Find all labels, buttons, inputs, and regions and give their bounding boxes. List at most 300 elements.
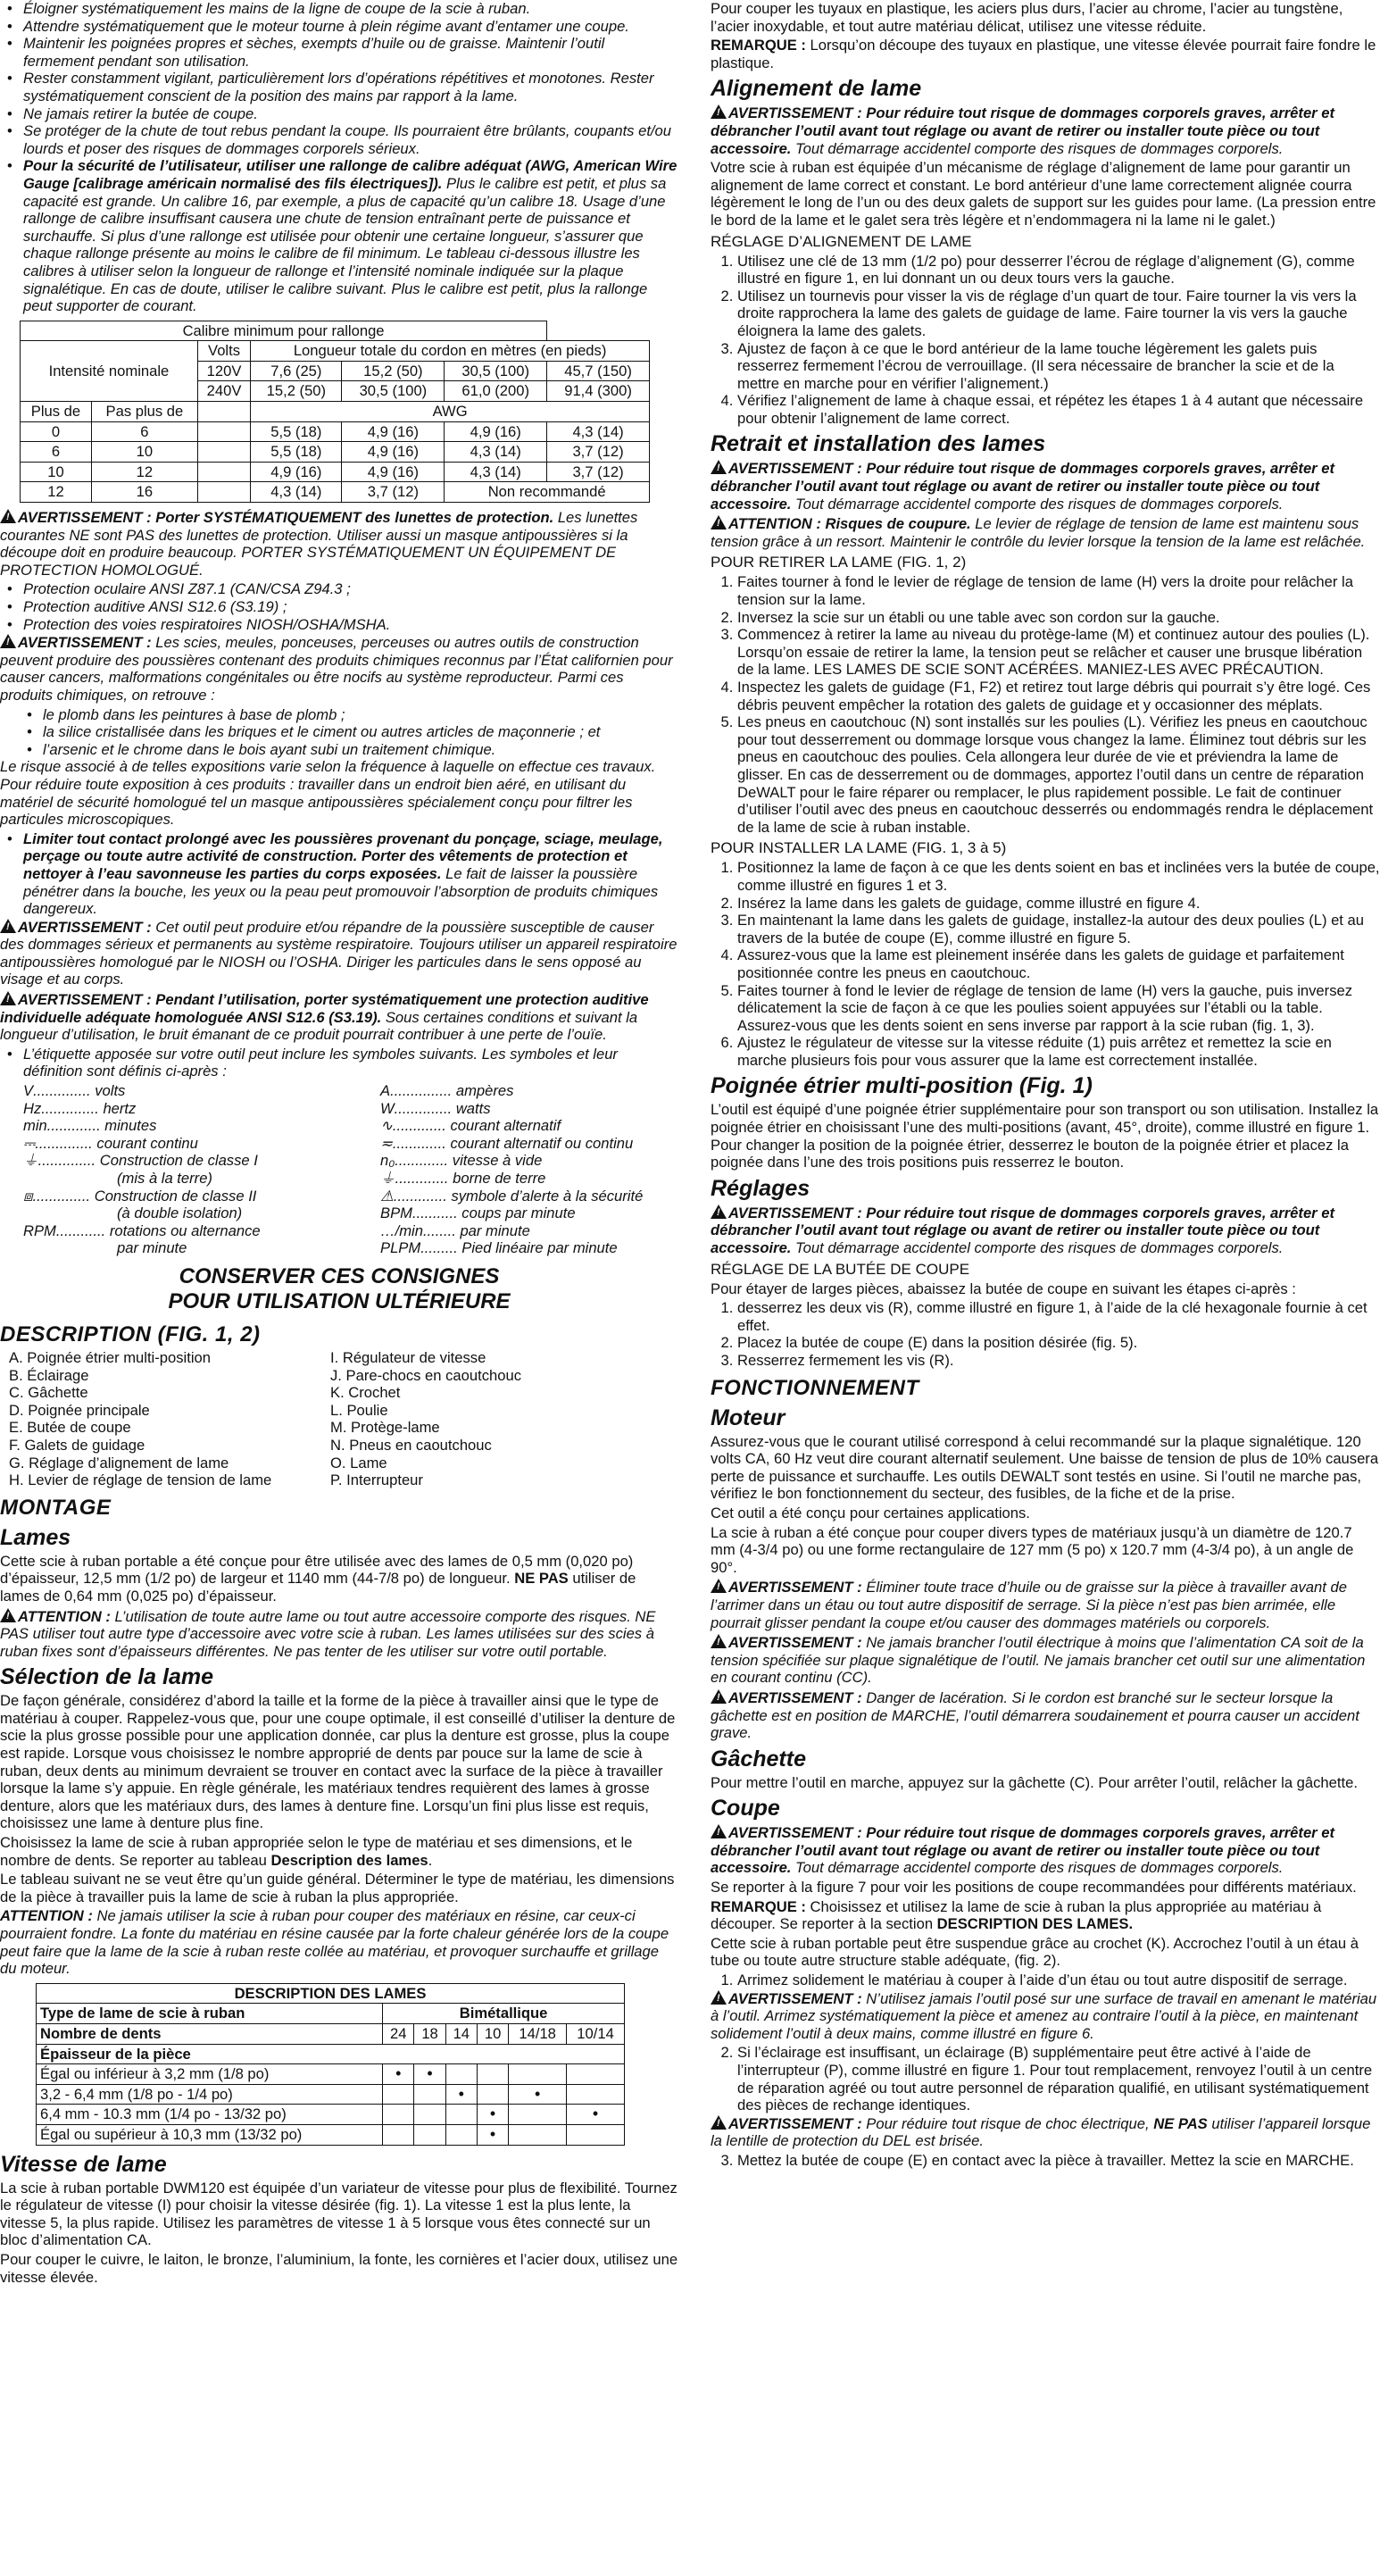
- symbol-row: ⧈ .............. Construction de classe II: [23, 1187, 257, 1205]
- list-item: • L’étiquette apposée sur votre outil peut inclure les symboles suivants. Les symboles et leur définition sont définis ci-après :: [23, 1046, 678, 1080]
- bullet-mark-icon: •: [477, 2105, 508, 2125]
- warning-coupe: [711, 1823, 1380, 1877]
- bullet-mark-icon: •: [445, 2084, 477, 2105]
- coupe-text: Se reporter à la figure 7 pour voir les positions de coupe recommandées pour différents matériaux.: [711, 1879, 1357, 1897]
- warning-reglages: [711, 1204, 1380, 1257]
- table-header: Pas plus de: [91, 402, 197, 422]
- table-cell: [445, 2124, 477, 2145]
- bullet-mark-icon: •: [414, 2064, 445, 2085]
- table-cell: 4,9 (16): [342, 421, 445, 442]
- table-cell: 0: [21, 421, 92, 442]
- ac-dc-current-icon: ≂: [380, 1134, 393, 1152]
- warning-label: AVERTISSEMENT :: [728, 2114, 862, 2132]
- list-item: K. Crochet: [330, 1384, 401, 1402]
- table-cell: [477, 2084, 508, 2105]
- list-item: [23, 830, 678, 918]
- coupe-steps-1: [711, 1972, 1380, 1989]
- attention-lames: [0, 1607, 678, 1661]
- table-cell: 3,7 (12): [547, 462, 650, 482]
- coupe-text-2: Cette scie à ruban portable peut être suspendue grâce au crochet (K). Accrochez l’outil à un étau à tube ou toute autre structure stable adéquate, (fig. 2).: [711, 1934, 1359, 1970]
- table-header: AWG: [251, 402, 650, 422]
- list-item: • Attendre systématiquement que le moteur tourne à plein régime avant d’entamer une coupe.: [23, 18, 678, 36]
- list-item: • Ne jamais retirer la butée de coupe.: [23, 105, 678, 123]
- table-row: [21, 482, 650, 503]
- remarque-body: Lorsqu’on découpe des tuyaux en plastique, une vitesse élevée pourrait faire fondre le plastique.: [711, 37, 1376, 71]
- poignee-text: L’outil est équipé d’une poignée étrier supplémentaire pour son transport ou son utilisation. Installez la poignée étrier en choisissant l’une des multi-positions (avant, 45°, droite), comme illustré en figure 1. Pour changer la position de la poignée étrier, desserrez le bouton de la poignée étrier et placez la poignée dans l’une des trois positions puis resserrez le bouton.: [711, 1101, 1379, 1171]
- table-header: 10: [477, 2023, 508, 2044]
- label-intro-list: [0, 1046, 678, 1080]
- table-header: Plus de: [21, 402, 92, 422]
- list-item: • Éloigner systématiquement les mains de la ligne de coupe de la scie à ruban.: [23, 0, 678, 18]
- list-item: P. Interrupteur: [330, 1471, 423, 1489]
- warning-text: Tout démarrage accidentel comporte des risques de dommages corporels.: [791, 1239, 1284, 1257]
- warning-triangle-icon: [0, 634, 16, 648]
- table-cell: 30,5 (100): [445, 361, 547, 381]
- coupe-steps-2: [711, 2044, 1380, 2113]
- symbol-value: rotations ou alternance: [109, 1221, 261, 1239]
- rallonge-text: Plus le calibre est petit, et plus sa capacité est grande. Un calibre 16, par exemple, a plus de capacité qu’un calibre 18. Usage d’une rallonge de calibre insuffisant causera une chute de tension entraînant perte de puissance et surchauffe. Si plus d’une rallonge est utilisée pour obtenir une certaine longueur, s’assurer que chaque rallonge présente au moins le calibre de fil minimum. Le tableau ci-dessous illustre les calibres à utiliser selon la longueur de rallonge et l’intensité nominale indiquée sur la plaque signalétique. En cas de doute, utiliser le calibre suivant. Plus le calibre est petit, plus la rallonge peut supporter de courant.: [23, 174, 667, 315]
- installer-subtitle: POUR INSTALLER LA LAME (FIG. 1, 3 à 5): [711, 839, 1007, 857]
- list-item: • Rester constamment vigilant, particulièrement lors d’opérations répétitives et monotones. Rester systématiquement conscient de la position des mains par rapport à la lame.: [23, 70, 678, 104]
- list-item: N. Pneus en caoutchouc: [330, 1436, 492, 1454]
- fonctionnement-title: FONCTIONNEMENT: [711, 1375, 919, 1400]
- warning-moteur-3: [711, 1688, 1380, 1742]
- attention-text: Ne jamais utiliser la scie à ruban pour couper des matériaux en résine, car ceux-ci pourraient fondre. La fonte du matériau en résine causée par la forte chaleur générée lors de la coupe peut faire que la lame de la scie à ruban reste collée au matériau, et provoquer surchauffe et grillage du moteur.: [0, 1907, 669, 1978]
- symbol-row: ⏚ .............. Construction de classe I: [23, 1152, 258, 1170]
- warning-text: Sous certaines conditions et suivant la longueur d’utilisation, le bruit émanant de ce produit pourrait contribuer à une perte de l’ouïe.: [0, 1008, 638, 1044]
- table-cell: Non recommandé: [445, 482, 650, 503]
- table-header: Volts: [197, 341, 250, 362]
- warning-text: Pour réduire tout risque de choc électrique,: [861, 2114, 1154, 2132]
- table-cell: [509, 2124, 567, 2145]
- table-cell: [414, 2084, 445, 2105]
- attention-text: L’utilisation de toute autre lame ou tout autre accessoire comporte des risques. NE PAS utiliser tout autre type d’accessoire avec votre scie à ruban. Les lames utilisées sur des scies à ruban fixes sont d’épaisseurs différentes. Ne pas tenter de les utiliser sur votre outil portable.: [0, 1607, 656, 1660]
- warning-text: Tout démarrage accidentel comporte des risques de dommages corporels.: [791, 139, 1284, 157]
- symbol-value: symbole d’alerte à la sécurité: [451, 1187, 644, 1205]
- reglages-title: Réglages: [711, 1175, 811, 1201]
- table-header: Type de lame de scie à ruban: [37, 2004, 383, 2024]
- lames-ne: NE PAS: [510, 1570, 569, 1588]
- warning-alignement: [711, 104, 1380, 157]
- gachette-title: Gâchette: [711, 1746, 806, 1772]
- symbol-key: PLPM: [380, 1239, 421, 1257]
- selection-text: De façon générale, considérez d’abord la taille et la forme de la pièce à travailler ainsi que le type de matériau à couper. Rappelez-vous que, pour une coupe optimale, il est conseillé d’utiliser la denture de scie la plus grosse possible pour une application donnée, car plus la denture est grosse, plus la coupe est rapide. Lorsque vous choisissez le nombre approprié de dents par pouce sur la lame de scie à ruban, deux dents au minimum devraient se trouver en contact avec la surface de la pièce à travailler lorsque la lame s’y appuie. En règle générale, les matériaux tendres requièrent des lames à grosse denture, alors que les matériaux durs, des lames à denture fine. Lorsqu’un fini plus lisse est requis, choisissez une lame à denture plus fine.: [0, 1692, 676, 1832]
- table-cell: 15,2 (50): [342, 361, 445, 381]
- table-cell: [197, 421, 250, 442]
- table-cell: 12: [91, 462, 197, 482]
- alignement-steps: [711, 253, 1380, 428]
- warning-label: AVERTISSEMENT :: [18, 634, 152, 652]
- selection-text-2c: .: [428, 1851, 433, 1869]
- list-item: D. Poignée principale: [9, 1401, 150, 1419]
- list-item: 3. En maintenant la lame dans les galets de guidage, installez-la autour des deux poulies (L) et au travers de la butée de coupe (E), comme illustré en figure 5.: [737, 912, 1380, 946]
- table-cell: 4,3 (14): [251, 482, 342, 503]
- warning-text: N’utilisez jamais l’outil posé sur une surface de travail en amenant le matériau à l’outil. Arrimez systématiquement la pièce et amenez au contraire l’outil à la pièce, en maintenant solidement l’outil à deux mains, comme illustré en figure 6.: [711, 1989, 1377, 2042]
- rallonge-bold: Pour la sécurité de l’utilisateur, utiliser une rallonge de calibre adéquat (AWG, American Wire Gauge [calibrage américain normalisé des fils électriques]).: [23, 157, 678, 192]
- warning-ne: NE PAS: [1153, 2114, 1208, 2132]
- table-cell: 12: [21, 482, 92, 503]
- description-title: DESCRIPTION (FIG. 1, 2): [0, 1321, 261, 1346]
- symbol-value: courant alternatif: [450, 1117, 561, 1135]
- vitesse-text: La scie à ruban portable DWM120 est équipée d’un variateur de vitesse pour plus de flexibilité. Tournez le régulateur de vitesse (I) pour choisir la vitesse désirée (fig. 1). La vitesse 1 est la plus lente, la vitesse 5, la plus rapide. Utilisez les paramètres de vitesse 1 à 5 lorsque vous êtes connecté sur un bloc d’alimentation CA.: [0, 2179, 678, 2249]
- symbol-row: ⏚ ............. borne de terre: [380, 1170, 546, 1187]
- limit-bold: Limiter tout contact prolongé avec les poussières provenant du ponçage, sciage, meulage, perçage ou toute autre activité de construction. Porter des vêtements de protection et nettoyer à l’eau savonneuse les parties du corps exposées.: [23, 829, 663, 882]
- table-cell: [383, 2084, 414, 2105]
- list-item: A. Poignée étrier multi-position: [9, 1348, 211, 1366]
- warning-triangle-icon: [711, 460, 727, 474]
- table-cell: [197, 462, 250, 482]
- warning-coupe-2: [711, 1989, 1380, 2043]
- list-item: • le plomb dans les peintures à base de plomb ;: [43, 706, 678, 724]
- warning-text: Danger de lacération. Si le cordon est branché sur le secteur lorsque la gâchette est en position de MARCHE, l’outil démarrera soudainement et pourra causer un accident grave.: [711, 1688, 1359, 1742]
- symbol-value: Construction de classe II: [94, 1187, 257, 1205]
- table-header: 24: [383, 2023, 414, 2044]
- warning-triangle-icon: [0, 509, 16, 523]
- gachette-text: Pour mettre l’outil en marche, appuyez sur la gâchette (C). Pour arrêter l’outil, relâcher la gâchette.: [711, 1773, 1358, 1791]
- table-cell: [509, 2064, 567, 2085]
- vitesse-text-2: Pour couper le cuivre, le laiton, le bronze, l’aluminium, la fonte, les cornières et l’acier doux, utilisez une vitesse élevée.: [0, 2250, 678, 2286]
- lames-text-b: utiliser de lames de 0,64 mm (0,025 po) d’épaisseur.: [0, 1570, 636, 1605]
- table-cell: 16: [91, 482, 197, 503]
- symbol-key: V: [23, 1082, 34, 1100]
- list-item: • Protection auditive ANSI S12.6 (S3.19) ;: [23, 598, 678, 616]
- class-one-icon: ⏚: [23, 1152, 38, 1170]
- table-cell: 6: [21, 442, 92, 463]
- table-row: [21, 442, 650, 463]
- list-item: 1. Positionnez la lame de façon à ce que les dents soient en bas et inclinées vers la butée de coupe, comme illustré en figures 1 et 3.: [737, 859, 1380, 894]
- list-item: 4. Vérifiez l’alignement de lame à chaque essai, et répétez les étapes 1 à 4 autant que nécessaire pour obtenir l’alignement de lame correct.: [737, 392, 1380, 427]
- warning-text: Les scies, meules, ponceuses, perceuses ou autres outils de construction peuvent produire des poussières contenant des produits chimiques reconnus par l’État californien pour causer cancers, malformations congénitales ou être nocifs au système reproducteur. Parmi ces produits chimiques, on retrouve :: [0, 634, 673, 704]
- limit-text: Le fait de laisser la poussière pénétrer dans la bouche, les yeux ou la peau peut promouvoir l’absorption de produits chimiques dangereux.: [23, 864, 659, 918]
- table-cell: [383, 2105, 414, 2125]
- symbol-value: coups par minute: [461, 1205, 576, 1222]
- cable-gauge-table: [20, 321, 650, 503]
- list-item: 1. Utilisez une clé de 13 mm (1/2 po) pour desserrer l’écrou de réglage d’alignement (G), comme illustré en figure 1, en lui donnant un ou deux tours vers la gauche.: [737, 253, 1380, 288]
- symbol-row: [23, 1205, 380, 1222]
- poignee-title: Poignée étrier multi-position (Fig. 1): [711, 1073, 1093, 1099]
- chemicals-list: [0, 706, 678, 759]
- table-row: [37, 2064, 625, 2085]
- table-row: [37, 2084, 625, 2105]
- list-item: 5. Faites tourner à fond le levier de réglage de tension de lame (H) vers la gauche, puis inversez délicatement la scie de façon à ce que les poulies soient appuyées sur l’établi ou la table. Assurez-vous que les dents soient en sens inverse par rapport à la scie ruban (fig. 1, 3).: [737, 982, 1380, 1035]
- lames-title: Lames: [0, 1524, 71, 1550]
- warning-triangle-icon: [711, 1689, 727, 1704]
- alignement-subtitle: RÉGLAGE D’ALIGNEMENT DE LAME: [711, 232, 972, 250]
- table-cell: 120V: [197, 361, 250, 381]
- list-item: • Protection des voies respiratoires NIOSH/OSHA/MSHA.: [23, 616, 678, 634]
- list-item: B. Éclairage: [9, 1366, 89, 1384]
- warning-triangle-icon: [711, 104, 727, 119]
- table-cell: [567, 2064, 625, 2085]
- vitesse-title: Vitesse de lame: [0, 2151, 167, 2177]
- table-cell: 4,3 (14): [445, 462, 547, 482]
- moteur-text: Assurez-vous que le courant utilisé correspond à celui recommandé sur la plaque signalétique. 120 volts CA, 60 Hz veut dire courant alternatif seulement. Une baisse de tension de plus de 10% causera perte de puissance et surchauffe. Les outils DEWALT sont testés en usine. Si l’outil ne marche pas, vérifiez le bon fonctionnement du secteur, des fusibles, de la fiche et de la prise.: [711, 1432, 1379, 1503]
- warning-triangle-icon: [0, 919, 16, 933]
- table-cell: 4,9 (16): [445, 421, 547, 442]
- table-cell: 15,2 (50): [251, 381, 342, 402]
- symbol-row: RPM ............ rotations ou alternance: [23, 1221, 261, 1239]
- symbol-row: BPM ........... coups par minute: [380, 1205, 576, 1222]
- list-item: 2. Si l’éclairage est insuffisant, un éclairage (B) supplémentaire peut être activé à l’aide de l’interrupteur (P), comme illustré en figure 1. Pour tout remplacement, renvoyez l’outil à un centre de réparation agréé ou tout autre personnel de réparation qualifié, en utilisant systématiquement des pièces de rechange identiques.: [737, 2044, 1380, 2113]
- list-item: • Maintenir les poignées propres et sèches, exempts d’huile ou de graisse. Maintenir l’outil fermement pendant son utilisation.: [23, 35, 678, 70]
- warning-triangle-icon: [0, 991, 16, 1005]
- table-cell: [414, 2105, 445, 2125]
- symbols-legend: [23, 1082, 678, 1257]
- symbol-value: vitesse à vide: [452, 1152, 543, 1170]
- warning-triangle-icon: [0, 1608, 16, 1622]
- warning-label: AVERTISSEMENT :: [728, 1579, 862, 1596]
- list-item: 3. Mettez la butée de coupe (E) en contact avec la pièce à travailler. Mettez la scie en MARCHE.: [737, 2152, 1380, 2170]
- warning-label: AVERTISSEMENT :: [18, 918, 152, 936]
- list-item: 1. Arrimez solidement le matériau à couper à l’aide d’un étau ou tout autre dispositif de serrage.: [737, 1972, 1380, 1989]
- warning-retrait: [711, 459, 1380, 513]
- warning-label: AVERTISSEMENT :: [728, 1989, 862, 2007]
- table-cell: 5,5 (18): [251, 442, 342, 463]
- symbol-key: …/min: [380, 1221, 423, 1239]
- right-column: [711, 0, 1380, 2170]
- list-item: 2. Insérez la lame dans les galets de guidage, comme illustré en figure 4.: [737, 895, 1380, 913]
- table-cell: 240V: [197, 381, 250, 402]
- warning-label: AVERTISSEMENT :: [728, 1688, 862, 1706]
- table-cell: [477, 2064, 508, 2085]
- retrait-title: Retrait et installation des lames: [711, 431, 1046, 457]
- symbol-value: Pied linéaire par minute: [461, 1239, 618, 1257]
- attention-coupure: [711, 514, 1380, 550]
- coupe-steps-3: [711, 2152, 1380, 2170]
- installer-steps: [711, 859, 1380, 1069]
- remarque-ref: DESCRIPTION DES LAMES.: [936, 1915, 1134, 1933]
- attention-label: ATTENTION :: [0, 1907, 93, 1925]
- warning-eye-protection: [0, 508, 678, 579]
- blade-rows: [37, 2064, 625, 2145]
- symbol-key: W: [380, 1099, 395, 1117]
- table-cell: 3,7 (12): [342, 482, 445, 503]
- moteur-title: Moteur: [711, 1405, 786, 1430]
- list-item: • l’arsenic et le chrome dans le bois ayant subi un traitement chimique.: [43, 741, 678, 759]
- selection-title: Sélection de la lame: [0, 1664, 213, 1690]
- moteur-text-3: La scie à ruban a été conçue pour couper divers types de matériaux jusqu’à un diamètre de 120.7 mm (4-3/4 po) ou une forme rectangulaire de 127 mm (5 po) x 120.7 mm (4-3/4 po), à un angle de 90°.: [711, 1523, 1354, 1576]
- selection-text-2b: Description des lames: [270, 1851, 428, 1869]
- symbol-value: volts: [95, 1082, 126, 1100]
- warning-hearing: [0, 990, 678, 1044]
- symbol-row: n₀ ............. vitesse à vide: [380, 1152, 543, 1170]
- symbol-value: (à double isolation): [117, 1205, 243, 1222]
- symbol-value: courant continu: [96, 1134, 198, 1152]
- warning-triangle-icon: [711, 1579, 727, 1593]
- table-cell: [197, 402, 250, 422]
- table-cell: [445, 2064, 477, 2085]
- ac-current-icon: ∿: [380, 1117, 393, 1135]
- keep-instructions-title: [0, 1264, 678, 1314]
- symbol-key: n₀: [380, 1152, 395, 1170]
- tuyaux-text: Pour couper les tuyaux en plastique, les aciers plus durs, l’acier au chrome, l’acier au tungstène, l’acier inoxydable, et tout autre matériau délicat, utilisez une vitesse réduite.: [711, 0, 1343, 35]
- table-row: [21, 462, 650, 482]
- symbol-value: courant alternatif ou continu: [450, 1134, 634, 1152]
- list-item: 5. Les pneus en caoutchouc (N) sont installés sur les poulies (L). Vérifiez les pneus en caoutchouc pour tout desserrement ou dommage lorsque vous changez la lame. Éliminez tout débris sur les pneus en caoutchouc des poulies. Cela allongera leur durée de vie et préviendra la lame de glisser. En cas de desserrement ou de dommages, apportez l’outil dans un centre de réparation DeWALT pour le faire réparer ou remplacer, le plus rapidement possible. Le fait de continuer d’utiliser l’outil avec des pneus en caoutchouc desserrés ou endommagés rendra le déplacement de la lame de scie à ruban instable.: [737, 713, 1380, 836]
- symbol-row: ⎓ .............. courant continu: [23, 1134, 198, 1152]
- table-row: [21, 421, 650, 442]
- limit-list: [0, 830, 678, 918]
- moteur-text-2: Cet outil a été conçu pour certaines applications.: [711, 1504, 1030, 1521]
- safety-bullets-top: [0, 0, 678, 315]
- table-cell: 61,0 (200): [445, 381, 547, 402]
- selection-text-2a: Choisissez la lame de scie à ruban appropriée selon le type de matériau et ses dimensions, et le nombre de dents. Se reporter au tableau: [0, 1834, 633, 1869]
- list-item: 4. Inspectez les galets de guidage (F1, F2) et retirez tout large débris qui pourrait s’y être logé. Ces débris peuvent empêcher la rotation des galets de guidage et y occasionner des méplats.: [737, 679, 1380, 713]
- symbol-row: min ............. minutes: [23, 1117, 157, 1135]
- keep-title-line: POUR UTILISATION ULTÉRIEURE: [168, 1288, 511, 1313]
- parts-right: [330, 1349, 669, 1489]
- list-item: G. Réglage d’alignement de lame: [9, 1454, 229, 1471]
- bullet-mark-icon: •: [477, 2124, 508, 2145]
- butee-steps: [711, 1299, 1380, 1369]
- list-item: 4. Assurez-vous que la lame est pleinement insérée dans les galets de guidage et parfaitement positionnée contre les pneus en caoutchouc.: [737, 946, 1380, 981]
- list-item: 3. Commencez à retirer la lame au niveau du protège-lame (M) et continuez autour des poulies (L). Lorsqu’on essaie de retirer la lame, la tension peut se relâcher et causer une brusque libération de la lame. LES LAMES DE SCIE SONT ACÉRÉES. MANIEZ-LES AVEC PRÉCAUTION.: [737, 626, 1380, 679]
- selection-text-3: Le tableau suivant ne se veut être qu’un guide général. Déterminer le type de matériau, les dimensions de la pièce à travailler puis la lame de scie à ruban la plus appropriée.: [0, 1871, 675, 1905]
- left-column: [0, 0, 678, 2288]
- list-item: 2. Inversez la scie sur un établi ou une table avec son cordon sur la gauche.: [737, 609, 1380, 627]
- list-item: C. Gâchette: [9, 1384, 88, 1402]
- warning-label: AVERTISSEMENT : Pour réduire tout risque de dommages corporels graves, arrêter et débrancher l’outil avant tout réglage ou avant de retirer ou installer toute pièce ou tout accessoire.: [711, 104, 1334, 157]
- symbol-key: Hz: [23, 1099, 42, 1117]
- symbol-row: A ............... ampères: [380, 1082, 514, 1100]
- warning-coupe-3: [711, 2114, 1380, 2150]
- blade-description-table: [36, 1983, 625, 2146]
- lames-text: [0, 1553, 678, 1605]
- list-item: E. Butée de coupe: [9, 1419, 131, 1437]
- table-cell: [383, 2124, 414, 2145]
- symbol-row: ⚠ ............. symbole d’alerte à la sécurité: [380, 1187, 644, 1205]
- symbol-row: [23, 1170, 380, 1188]
- symbol-row: ≂ ............. courant alternatif ou continu: [380, 1134, 634, 1152]
- list-item: J. Pare-chocs en caoutchouc: [330, 1366, 521, 1384]
- lames-text-a: Cette scie à ruban portable a été conçue pour être utilisée avec des lames de 0,5 mm (0,020 po) d’épaisseur, 12,5 mm (1/2 po) de largeur et 1140 mm (44-7/8 po) de longueur.: [0, 1552, 634, 1588]
- warning-triangle-icon: [711, 515, 727, 529]
- list-item: L. Poulie: [330, 1401, 388, 1419]
- table-header: 10/14: [567, 2023, 625, 2044]
- table-cell: 91,4 (300): [547, 381, 650, 402]
- table-cell: Égal ou inférieur à 3,2 mm (1/8 po): [37, 2064, 383, 2085]
- table-header: 18: [414, 2023, 445, 2044]
- attention-resin: [0, 1907, 678, 1977]
- table-cell: 3,7 (12): [547, 442, 650, 463]
- list-item: 1. desserrez les deux vis (R), comme illustré en figure 1, à l’aide de la clé hexagonale fournie à cet effet.: [737, 1299, 1380, 1334]
- protection-list: [0, 580, 678, 633]
- parts-left: [9, 1349, 330, 1489]
- list-item: [23, 157, 678, 314]
- table-cell: 10: [91, 442, 197, 463]
- symbol-value: (mis à la terre): [117, 1170, 212, 1187]
- warning-label: AVERTISSEMENT : Pendant l’utilisation, porter systématiquement une protection auditive individuelle adéquate homologuée ANSI S12.6 (S3.19).: [0, 991, 649, 1026]
- table-cell: [197, 482, 250, 503]
- symbol-row: ∿ ............. courant alternatif: [380, 1117, 561, 1135]
- attention-label: ATTENTION :: [18, 1607, 111, 1625]
- symbol-key: A: [380, 1082, 391, 1100]
- warning-text: utiliser l’appareil lorsque la lentille de protection du DEL est brisée.: [711, 2114, 1371, 2150]
- warning-text: Tout démarrage accidentel comporte des risques de dommages corporels.: [791, 495, 1284, 513]
- earth-terminal-icon: ⏚: [380, 1170, 395, 1187]
- list-item: I. Régulateur de vitesse: [330, 1348, 486, 1366]
- table-cell: 4,9 (16): [342, 462, 445, 482]
- symbol-key: min: [23, 1117, 47, 1135]
- table-cell: [567, 2084, 625, 2105]
- warning-text: Tout démarrage accidentel comporte des risques de dommages corporels.: [791, 1859, 1284, 1877]
- warning-label: AVERTISSEMENT : Pour réduire tout risque de dommages corporels graves, arrêter et débrancher l’outil avant tout réglage ou avant de retirer ou installer toute pièce ou tout accessoire.: [711, 460, 1334, 513]
- alignement-title: Alignement de lame: [711, 76, 922, 102]
- list-item: 2. Utilisez un tournevis pour visser la vis de réglage d’un quart de tour. Faire tourner la vis vers la droite rapprochera la lame des galets de guidage de lame. Faire tourner la vis vers la gauche éloignera la lame des galets.: [737, 288, 1380, 340]
- parts-list: [9, 1349, 678, 1489]
- list-item: 2. Placez la butée de coupe (E) dans la position désirée (fig. 5).: [737, 1334, 1380, 1352]
- symbols-right: [380, 1082, 684, 1257]
- risk-text: Le risque associé à de telles expositions varie selon la fréquence à laquelle on effectue ces travaux. Pour réduire toute exposition à ces produits : travailler dans un endroit bien aéré, en utilisant du matériel de sécurité homologué tel un masque antipoussières spécialement conçu pour filtrer les particules microscopiques.: [0, 758, 656, 829]
- symbol-value: minutes: [104, 1117, 157, 1135]
- warning-text: Éliminer toute trace d’huile ou de graisse sur la pièce à travailler avant de l’arrimer dans un étau ou tout autre dispositif de serrage. Si la pièce n’est pas bien arrimée, elle pourrait glisser pendant la coupe et/ou causer des dommages matériels ou corporels.: [711, 1579, 1347, 1631]
- retirer-subtitle: POUR RETIRER LA LAME (FIG. 1, 2): [711, 554, 967, 571]
- attention-text: Le levier de réglage de tension de lame est maintenu sous tension grâce à un ressort. Maintenir le contrôle du levier lorsque la tension de la lame est relâchée.: [711, 515, 1366, 550]
- selection-text-2: [0, 1834, 678, 1869]
- table-cell: 3,2 - 6,4 mm (1/8 po - 1/4 po): [37, 2084, 383, 2105]
- coupe-remarque: [711, 1898, 1380, 1933]
- list-item: • Se protéger de la chute de tout rebus pendant la coupe. Ils pourraient être brûlants, coupants et/ou lourds et poser des risques de dommages corporels sérieux.: [23, 122, 678, 157]
- list-item: H. Levier de réglage de tension de lame: [9, 1471, 272, 1489]
- symbol-key: RPM: [23, 1221, 56, 1239]
- warning-label: AVERTISSEMENT : Porter SYSTÉMATIQUEMENT des lunettes de protection.: [18, 509, 554, 527]
- symbol-value: watts: [455, 1099, 491, 1117]
- class-two-icon: ⧈: [23, 1187, 33, 1205]
- table-cell: 4,9 (16): [251, 462, 342, 482]
- table-cell: 6,4 mm - 10.3 mm (1/4 po - 13/32 po): [37, 2105, 383, 2125]
- attention-label: ATTENTION : Risques de coupure.: [728, 515, 971, 533]
- list-item: 3. Resserrez fermement les vis (R).: [737, 1352, 1380, 1370]
- table-header: 14: [445, 2023, 477, 2044]
- table-cell: 4,9 (16): [342, 442, 445, 463]
- table-cell: 4,3 (14): [445, 442, 547, 463]
- dc-current-icon: ⎓: [23, 1134, 36, 1152]
- bullet-mark-icon: •: [383, 2064, 414, 2085]
- warning-triangle-icon: [711, 1824, 727, 1838]
- symbols-left: [23, 1082, 380, 1257]
- warning-dust: [0, 918, 678, 988]
- table-cell: 45,7 (150): [547, 361, 650, 381]
- list-item: O. Lame: [330, 1454, 387, 1471]
- table-cell: [567, 2124, 625, 2145]
- remarque-text: [711, 37, 1380, 71]
- table-cell: 7,6 (25): [251, 361, 342, 381]
- butee-subtitle: RÉGLAGE DE LA BUTÉE DE COUPE: [711, 1260, 970, 1278]
- table-cell: 10: [21, 462, 92, 482]
- montage-title: MONTAGE: [0, 1495, 112, 1520]
- table-cell: 6: [91, 421, 197, 442]
- list-item: 1. Faites tourner à fond le levier de réglage de tension de lame (H) vers la droite pour relâcher la tension sur la lame.: [737, 573, 1380, 608]
- table-header: Intensité nominale: [21, 341, 198, 402]
- table-cell: [414, 2124, 445, 2145]
- warning-label: AVERTISSEMENT : Pour réduire tout risque de dommages corporels graves, arrêter et débrancher l’outil avant tout réglage ou avant de retirer ou installer toute pièce ou tout accessoire.: [711, 1824, 1334, 1877]
- list-item: • la silice cristallisée dans les briques et le ciment ou autres articles de maçonnerie ; et: [43, 723, 678, 741]
- table-row: [37, 2105, 625, 2125]
- bullet-mark-icon: •: [567, 2105, 625, 2125]
- table-cell: [197, 442, 250, 463]
- list-item: M. Protège-lame: [330, 1419, 440, 1437]
- list-item: 6. Ajustez le régulateur de vitesse sur la vitesse réduite (1) puis arrêtez et remettez la scie en marche plusieurs fois pour vous assurer que la lame est correctement installée.: [737, 1034, 1380, 1069]
- warning-moteur-2: [711, 1633, 1380, 1687]
- symbol-row: V .............. volts: [23, 1082, 126, 1100]
- coupe-title: Coupe: [711, 1796, 780, 1822]
- warning-text: Cet outil peut produire et/ou répandre de la poussière susceptible de causer des dommages sérieux et permanents au système respiratoire. Toujours utiliser un appareil respiratoire antipoussières homologué par le NIOSH ou l’OSHA. Diriger les particules dans le sens opposé au visage et au corps.: [0, 918, 678, 988]
- table-title: DESCRIPTION DES LAMES: [37, 1983, 625, 2004]
- warning-label: AVERTISSEMENT : Pour réduire tout risque de dommages corporels graves, arrêter et débrancher l’outil avant tout réglage ou avant de retirer ou installer toute pièce ou tout accessoire.: [711, 1204, 1334, 1257]
- bullet-mark-icon: •: [509, 2084, 567, 2105]
- remarque-label: REMARQUE :: [711, 1897, 806, 1915]
- table-header: 14/18: [509, 2023, 567, 2044]
